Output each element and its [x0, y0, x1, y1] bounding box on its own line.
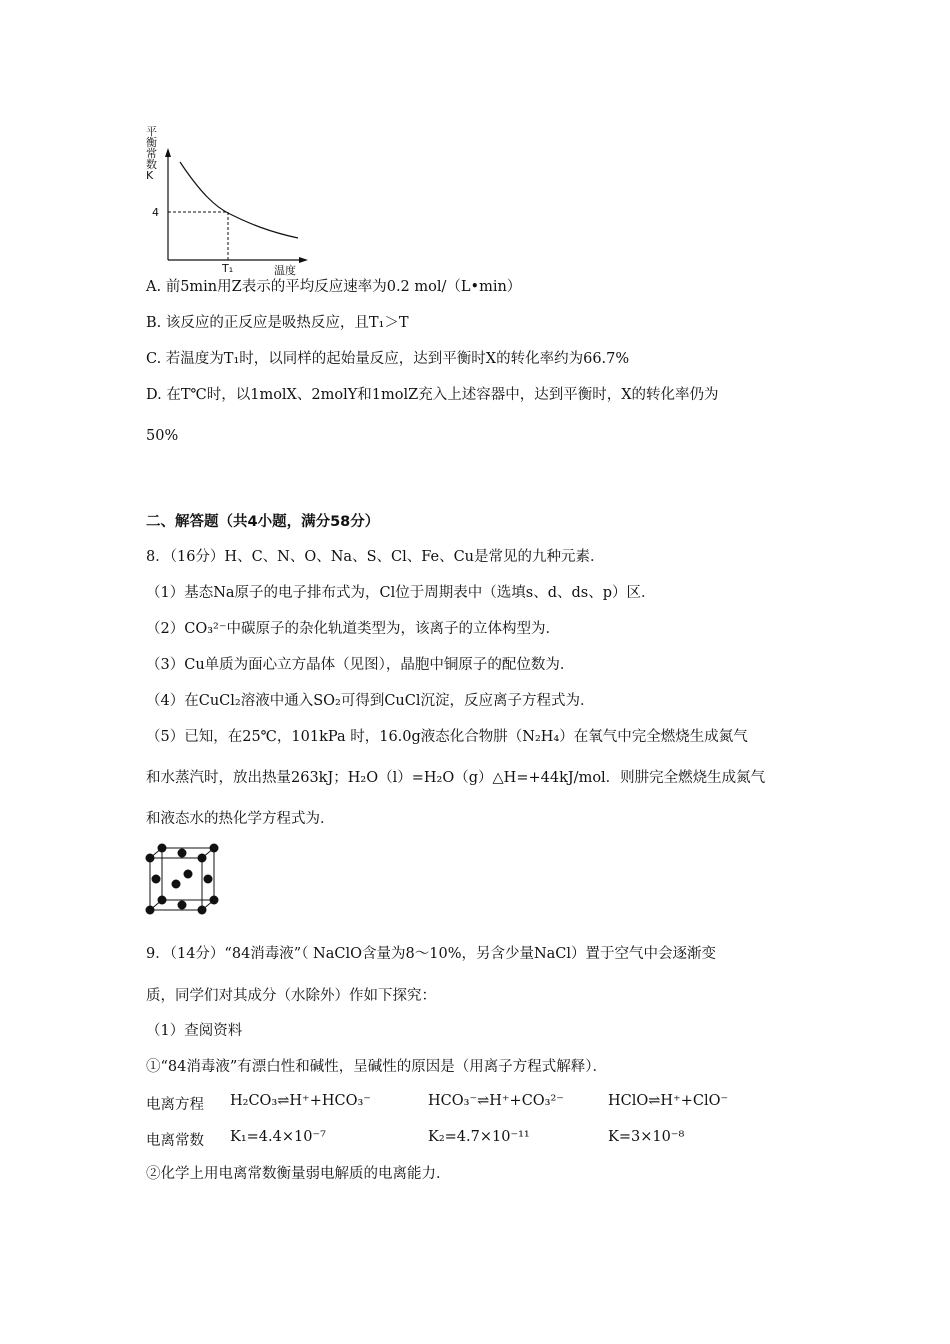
y-label-char: 数: [146, 158, 157, 171]
q9-part-1: （1）查阅资料: [146, 1023, 243, 1039]
q9-item-1: ①“84消毒液”有漂白性和碱性，呈碱性的原因是（用离子方程式解释）．: [146, 1059, 608, 1075]
atom: [146, 906, 155, 915]
q8-part-1: （1）基态Na原子的电子排布式为，Cl位于周期表中（选填s、d、ds、p）区．: [146, 585, 656, 601]
equation-cell: HClO⇌H⁺+ClO⁻: [608, 1093, 729, 1109]
atom: [158, 844, 167, 853]
ionization-constant-row: [146, 1129, 846, 1149]
x-axis-label: 温度: [274, 264, 296, 277]
fcc-svg: [142, 842, 222, 917]
section-heading: 二、解答题（共4小题，满分58分）: [146, 514, 380, 530]
row-label: 电离常数: [146, 1133, 204, 1149]
q8-part-4: （4）在CuCl₂溶液中通入SO₂可得到CuCl沉淀，反应离子方程式为．: [146, 693, 595, 709]
atom: [198, 854, 207, 863]
y-label-char: 平: [146, 125, 157, 138]
atom: [204, 875, 213, 884]
equation-cell: HCO₃⁻⇌H⁺+CO₃²⁻: [428, 1093, 564, 1109]
atom: [172, 880, 181, 889]
y-label-char: 衡: [146, 136, 157, 149]
atom: [184, 870, 193, 879]
equation-cell: H₂CO₃⇌H⁺+HCO₃⁻: [230, 1093, 371, 1109]
constant-cell: K₁=4.4×10⁻⁷: [230, 1129, 326, 1145]
y-label-char: K: [146, 169, 154, 182]
q9-item-2: ②化学上用电离常数衡量弱电解质的电离能力．: [146, 1166, 451, 1182]
q8-part-3: （3）Cu单质为面心立方晶体（见图），晶胞中铜原子的配位数为．: [146, 657, 575, 673]
q8-stem: 8．（16分）H、C、N、O、Na、S、Cl、Fe、Cu是常见的九种元素．: [146, 549, 605, 565]
constant-cell: K₂=4.7×10⁻¹¹: [428, 1129, 530, 1145]
atom: [198, 906, 207, 915]
fcc-unit-cell-figure: [142, 842, 222, 917]
q8-part-5-end: 和液态水的热化学方程式为．: [146, 811, 335, 827]
option-c: C. 若温度为T₁时，以同样的起始量反应，达到平衡时X的转化率约为66.7%: [146, 351, 630, 367]
x-axis-arrow: [299, 257, 308, 263]
k-curve: [180, 162, 298, 238]
atom: [210, 896, 219, 905]
atom: [210, 844, 219, 853]
atom: [146, 854, 155, 863]
atom: [152, 875, 161, 884]
k-vs-temperature-graph: [140, 122, 310, 277]
q9-stem-continued: 质，同学们对其成分（水除外）作如下探究：: [146, 988, 436, 1004]
atom: [178, 901, 187, 910]
atom: [178, 849, 187, 858]
option-d-continued: 50%: [146, 428, 179, 444]
constant-cell: K=3×10⁻⁸: [608, 1129, 685, 1145]
y-tick-label: 4: [152, 206, 159, 219]
option-d: D. 在T℃时，以1molX、2molY和1molZ充入上述容器中，达到平衡时，X的转化率仍为: [146, 387, 719, 403]
option-b: B. 该反应的正反应是吸热反应，且T₁＞T: [146, 315, 409, 331]
graph-svg: [140, 122, 310, 277]
q8-part-2: （2）CO₃²⁻中碳原子的杂化轨道类型为，该离子的立体构型为．: [146, 621, 560, 637]
row-label: 电离方程: [146, 1097, 204, 1113]
atom: [158, 896, 167, 905]
q8-part-5: （5）已知，在25℃，101kPa 时，16.0g液态化合物肼（N₂H₄）在氧气中完全燃烧生成氮气: [146, 729, 748, 745]
y-axis-arrow: [165, 148, 171, 157]
q8-part-5-continued: 和水蒸汽时，放出热量263kJ；H₂O（l）=H₂O（g）△H=+44kJ/mol．则肼完全燃烧生成氮气: [146, 770, 766, 786]
ionization-equation-row: [146, 1093, 846, 1113]
x-tick-label: T₁: [222, 262, 234, 275]
q9-stem: 9．（14分）“84消毒液”（ NaClO含量为8～10%，另含少量NaCl）置于空气中会逐渐变: [146, 946, 717, 962]
option-a: A. 前5min用Z表示的平均反应速率为0.2 mol/（L•min）: [146, 279, 522, 295]
y-label-char: 常: [146, 147, 157, 160]
